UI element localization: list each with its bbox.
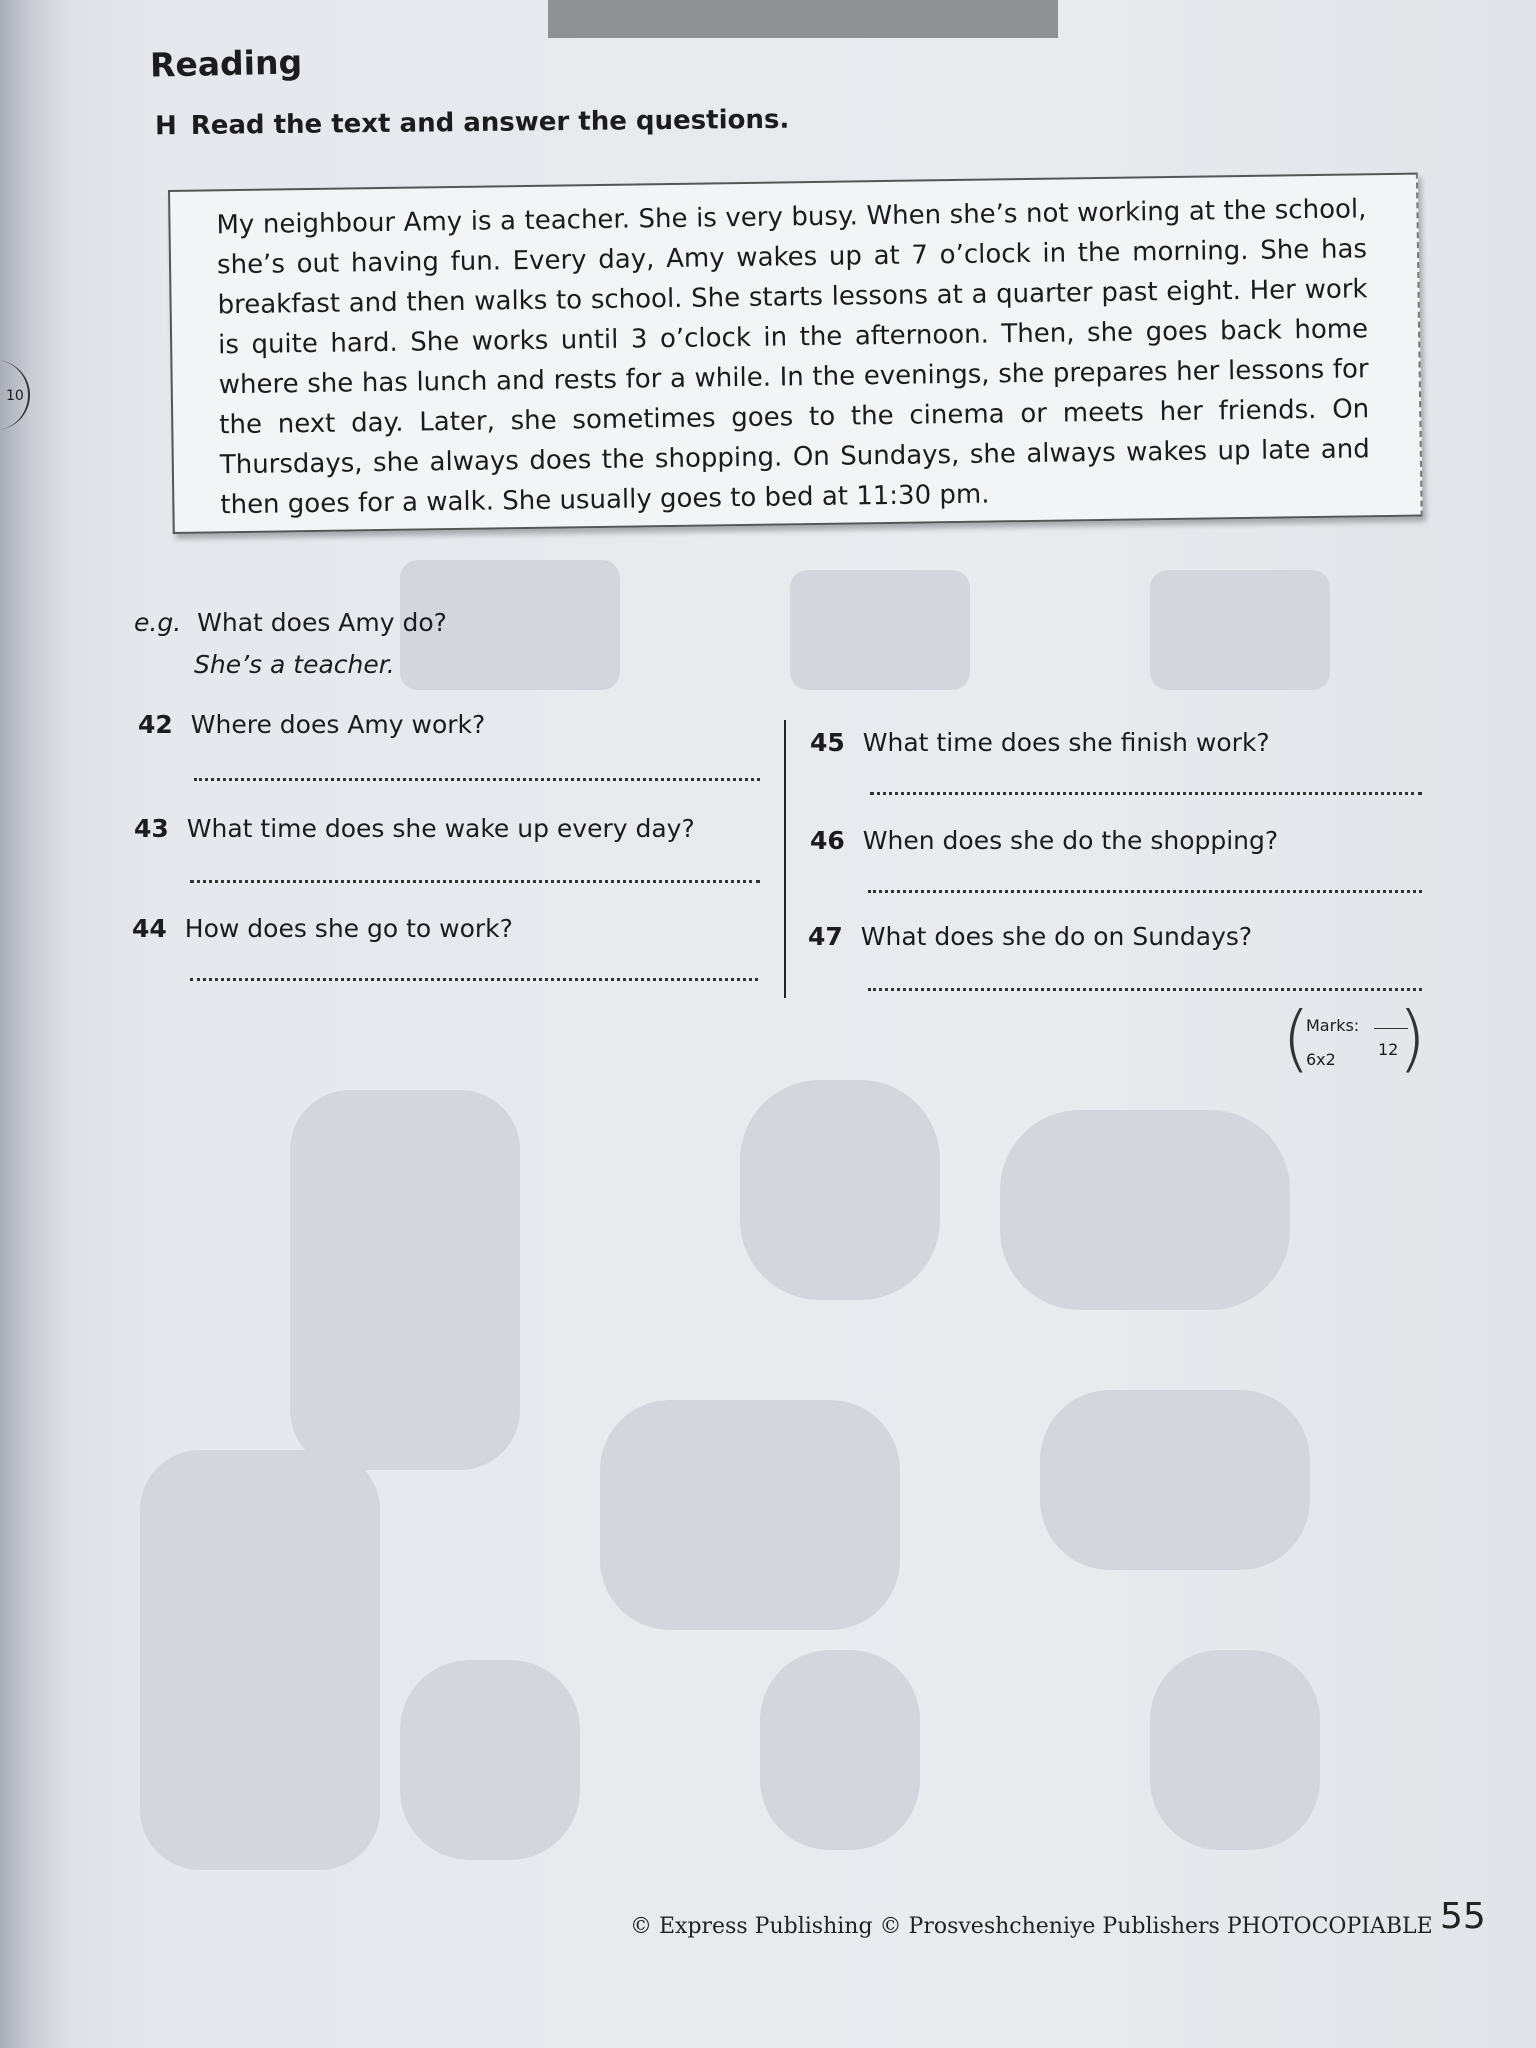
answer-line-45[interactable] [870, 792, 1422, 795]
section-title: Reading [149, 42, 303, 85]
answer-line-46[interactable] [868, 890, 1422, 893]
page-number: 55 [1440, 1896, 1486, 1937]
answer-line-47[interactable] [868, 988, 1422, 991]
marks-label: Marks: [1306, 1016, 1360, 1035]
top-edge-strip [548, 0, 1058, 38]
question-number: 46 [810, 826, 845, 855]
question-number: 45 [810, 728, 845, 757]
show-through-illustration-8 [760, 1650, 920, 1850]
show-through-illustration-6 [140, 1450, 380, 1870]
copyright-footer: © Express Publishing © Prosveshcheniye Publishers PHOTOCOPIABLE [630, 1914, 1433, 1939]
example-label: e.g. [134, 608, 182, 637]
task-letter: H [154, 111, 177, 142]
marks-right-parenthesis: ) [1398, 996, 1427, 1080]
question-text: What time does she finish work? [862, 728, 1270, 757]
example-question [134, 608, 447, 637]
answer-line-43[interactable] [190, 880, 760, 883]
question-43 [134, 814, 695, 843]
show-through-illustration-9 [1150, 1650, 1320, 1850]
question-46 [810, 826, 1278, 855]
question-number: 43 [134, 814, 169, 843]
show-through-illustration-4 [600, 1400, 900, 1630]
marks-total: 12 [1378, 1040, 1399, 1059]
question-47 [808, 922, 1252, 951]
show-through-illustration [290, 1090, 520, 1470]
show-through-calendar-panel-2 [1150, 570, 1330, 690]
answer-line-44[interactable] [190, 978, 758, 981]
task-instruction-text: Read the text and answer the questions. [190, 104, 790, 141]
question-number: 42 [138, 710, 173, 739]
marks-multiplier: 6x2 [1306, 1050, 1336, 1069]
question-44 [132, 914, 513, 943]
question-text: How does she go to work? [184, 914, 513, 943]
task-instruction [155, 105, 790, 142]
marks-left-parenthesis: ( [1282, 996, 1311, 1080]
column-divider [784, 720, 786, 998]
question-number: 47 [808, 922, 843, 951]
question-45 [810, 728, 1270, 757]
show-through-illustration-7 [400, 1660, 580, 1860]
side-page-badge [0, 360, 30, 430]
example-question-text: What does Amy do? [197, 608, 447, 637]
question-text: What time does she wake up every day? [186, 814, 695, 843]
show-through-illustration-5 [1040, 1390, 1310, 1570]
question-number: 44 [132, 914, 167, 943]
side-page-badge-number: 10 [6, 388, 24, 404]
question-text: What does she do on Sundays? [860, 922, 1253, 951]
show-through-illustration-2 [740, 1080, 940, 1300]
question-text: When does she do the shopping? [862, 826, 1279, 855]
question-text: Where does Amy work? [190, 710, 486, 739]
reading-passage: My neighbour Amy is a teacher. She is very busy. When she’s not working at the school, she’s out having fun. Every day, Amy wakes up at 7 o’clock in the morning. She has breakfast and then walks to school. She starts lessons at a quarter past eight. Her work is quite hard. She works until 3 o’clock in the afternoon. Then, she goes back home where she has lunch and rests for a while. In the evenings, she prepares her lessons for the next day. Later, she sometimes goes to the cinema or meets her friends. On Thursdays, she always does the shopping. On Sundays, she always wakes up late and then goes for a walk. She usually goes to bed at 11:30 pm. [216, 194, 1370, 521]
show-through-illustration-3 [1000, 1110, 1290, 1310]
show-through-calendar-panel [790, 570, 970, 690]
answer-line-42[interactable] [194, 778, 760, 781]
example-answer: She’s a teacher. [194, 650, 395, 679]
reading-passage-box [168, 173, 1423, 534]
marks-box [1282, 996, 1427, 1080]
question-42 [138, 710, 485, 739]
